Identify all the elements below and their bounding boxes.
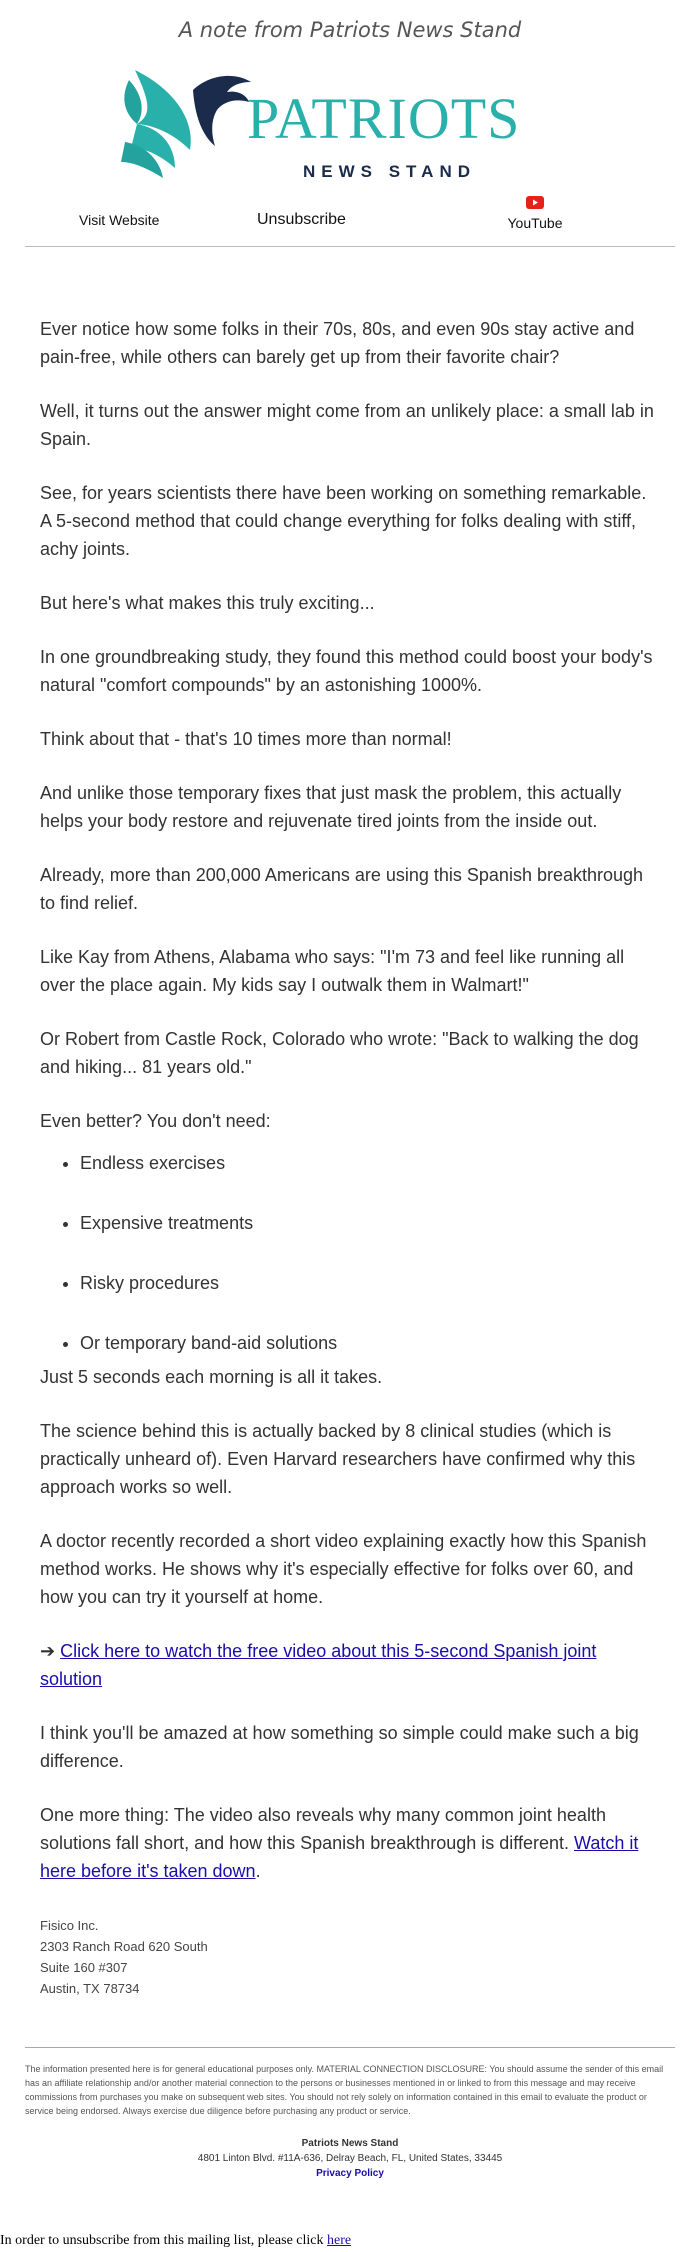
testimonial-robert: Or Robert from Castle Rock, Colorado who wrote: "Back to walking the dog and hiking... 81 years old.": [40, 1029, 639, 1077]
paragraph: The science behind this is actually backed by 8 clinical studies (which is practically unheard of). Even Harvard researchers have confirmed why this approach works so well.: [40, 1421, 636, 1497]
sender-address: [40, 1915, 660, 1999]
paragraph: But here's what makes this truly exciting...: [40, 593, 375, 613]
paragraph: In one groundbreaking study, they found this method could boost your body's natural "comfort compounds" by an astonishing 1000%.: [40, 647, 653, 695]
arrow-icon: ➔: [40, 1641, 56, 1661]
youtube-link[interactable]: [505, 196, 565, 231]
list-item: • Endless exercises: [80, 1149, 660, 1177]
unsubscribe-footer: [0, 2233, 351, 2249]
youtube-label: YouTube: [507, 215, 563, 231]
eagle-icon: [25, 50, 255, 182]
closing-paragraph: [40, 1801, 660, 1885]
paragraph: Well, it turns out the answer might come from an unlikely place: a small lab in Spain.: [40, 401, 654, 449]
privacy-policy-link[interactable]: Privacy Policy: [316, 2168, 384, 2179]
paragraph: A doctor recently recorded a short video explaining exactly how this Spanish method works. He shows why it's especially effective for folks over 60, and how you can try it yourself at home.: [40, 1531, 647, 1607]
brand-logo[interactable]: [25, 50, 675, 182]
list-item: • Expensive treatments: [80, 1209, 660, 1237]
paragraph: Even better? You don't need:: [40, 1111, 271, 1131]
footer-address: 4801 Linton Blvd. #11A-636, Delray Beach, FL, United States, 33445: [197, 2153, 503, 2164]
paragraph: See, for years scientists there have been working on something remarkable. A 5-second method that could change everything for folks dealing with stiff, achy joints.: [40, 483, 647, 559]
unsubscribe-text: In order to unsubscribe from this mailing list, please click: [0, 2233, 324, 2248]
watch-video-link[interactable]: Click here to watch the free video about this 5-second Spanish joint solution: [40, 1641, 597, 1689]
nav-bar: [25, 192, 675, 247]
footer-company: Patriots News Stand: [301, 2138, 399, 2149]
closing-period: .: [255, 1861, 261, 1881]
closing-text: One more thing: The video also reveals why many common joint health solutions fall short, and how this Spanish breakthrough is different.: [40, 1805, 606, 1853]
brand-subtitle: NEWS STAND: [303, 162, 477, 181]
unsubscribe-link[interactable]: Unsubscribe: [257, 211, 346, 228]
youtube-icon: [526, 196, 544, 209]
list-item: • Risky procedures: [80, 1269, 660, 1297]
address-line: 2303 Ranch Road 620 South: [40, 1939, 208, 1954]
paragraph: Ever notice how some folks in their 70s, 80s, and even 90s stay active and pain-free, while others can barely get up from their favorite chair?: [40, 319, 635, 367]
unsubscribe-here-link[interactable]: here: [326, 2233, 352, 2248]
header-note: A note from Patriots News Stand: [178, 18, 522, 42]
paragraph: Just 5 seconds each morning is all it takes.: [40, 1367, 383, 1387]
brand-name: PATRIOTS: [247, 86, 521, 151]
address-line: Austin, TX 78734: [40, 1981, 140, 1996]
paragraph: Think about that - that's 10 times more than normal!: [40, 729, 452, 749]
testimonial-kay: Like Kay from Athens, Alabama who says: "I'm 73 and feel like running all over the place again. My kids say I outwalk them in Walmart!": [40, 947, 625, 995]
watch-here-link[interactable]: Watch it here before it's taken down: [40, 1833, 639, 1881]
email-container: [25, 0, 675, 2181]
paragraph: And unlike those temporary fixes that just mask the problem, this actually helps your body restore and rejuvenate tired joints from the inside out.: [40, 783, 622, 831]
paragraph: Already, more than 200,000 Americans are using this Spanish breakthrough to find relief.: [40, 865, 644, 913]
cta-paragraph: [40, 1637, 660, 1693]
address-line: Suite 160 #307: [40, 1960, 128, 1975]
email-body: [25, 247, 675, 1999]
visit-website-link[interactable]: Visit Website: [79, 212, 160, 228]
list-item: • Or temporary band-aid solutions: [80, 1329, 660, 1357]
benefit-list: [40, 1149, 660, 1357]
address-line: Fisico Inc.: [40, 1918, 99, 1933]
disclaimer-text: The information presented here is for general educational purposes only. MATERIAL CONNECTION DISCLOSURE: You should assume the sender of this email has an affiliate relationship and/or another material connection to the persons or businesses mentioned in or linked to from this message and may receive commissions from purchases you make on subsequent web sites. You should not rely solely on information contained in this email to evaluate the product or service being endorsed. Always exercise due diligence before purchasing any product or service.: [25, 2064, 664, 2116]
paragraph: I think you'll be amazed at how something so simple could make such a big difference.: [40, 1723, 639, 1771]
footer: [25, 2136, 675, 2181]
